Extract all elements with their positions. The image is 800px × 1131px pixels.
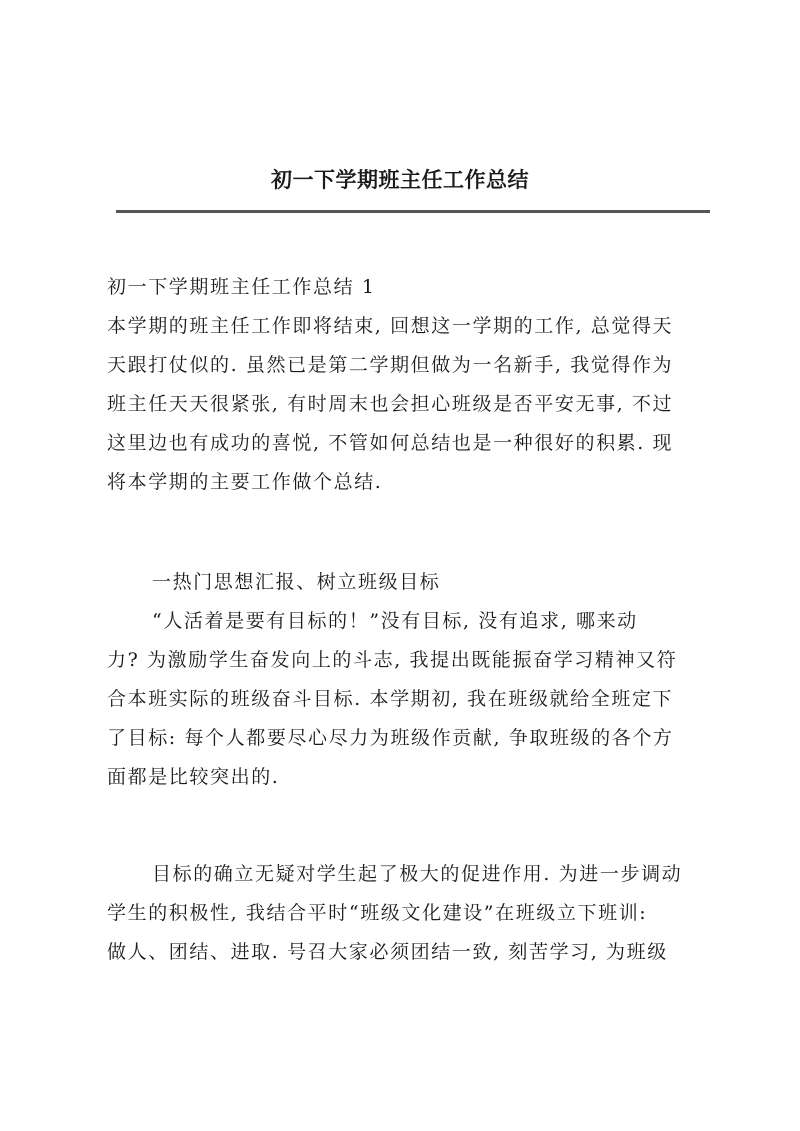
paragraph-line: 做人、团结、进取. 号召大家必须团结一致, 刻苦学习, 为班级 — [107, 941, 668, 963]
paragraph-line: 目标的确立无疑对学生起了极大的促进作用. 为进一步调动 — [152, 863, 683, 885]
paragraph-line: 将本学期的主要工作做个总结. — [107, 471, 383, 493]
paragraph-line: 学生的积极性, 我结合平时“班级文化建设”在班级立下班训: — [107, 902, 648, 924]
document-title: 初一下学期班主任工作总结 — [271, 167, 529, 192]
paragraph-line: 力? 为激励学生奋发向上的斗志, 我提出既能振奋学习精神又符 — [107, 649, 678, 671]
paragraph-line: 面都是比较突出的. — [107, 766, 280, 788]
paragraph-line: 天跟打仗似的. 虽然已是第二学期但做为一名新手, 我觉得作为 — [107, 354, 674, 376]
paragraph-line: 本学期的班主任工作即将结束, 回想这一学期的工作, 总觉得天 — [107, 315, 674, 337]
section-heading: 初一下学期班主任工作总结 1 — [107, 276, 376, 298]
paragraph-line: 这里边也有成功的喜悦, 不管如何总结也是一种很好的积累. 现 — [107, 432, 674, 454]
paragraph-line: 班主任天天很紧张, 有时周末也会担心班级是否平安无事, 不过 — [107, 393, 674, 415]
section-3 — [107, 855, 711, 972]
section-heading: 一热门思想汇报、树立班级目标 — [152, 571, 441, 593]
paragraph-line: “人活着是要有目标的！”没有目标, 没有追求, 哪来动 — [152, 610, 638, 632]
section-2 — [107, 563, 711, 797]
title-divider — [116, 210, 710, 213]
paragraph-line: 了目标: 每个人都要尽心尽力为班级作贡献, 争取班级的各个方 — [107, 727, 674, 749]
paragraph-line: 合本班实际的班级奋斗目标. 本学期初, 我在班级就给全班定下 — [107, 688, 674, 710]
section-1 — [107, 268, 711, 502]
